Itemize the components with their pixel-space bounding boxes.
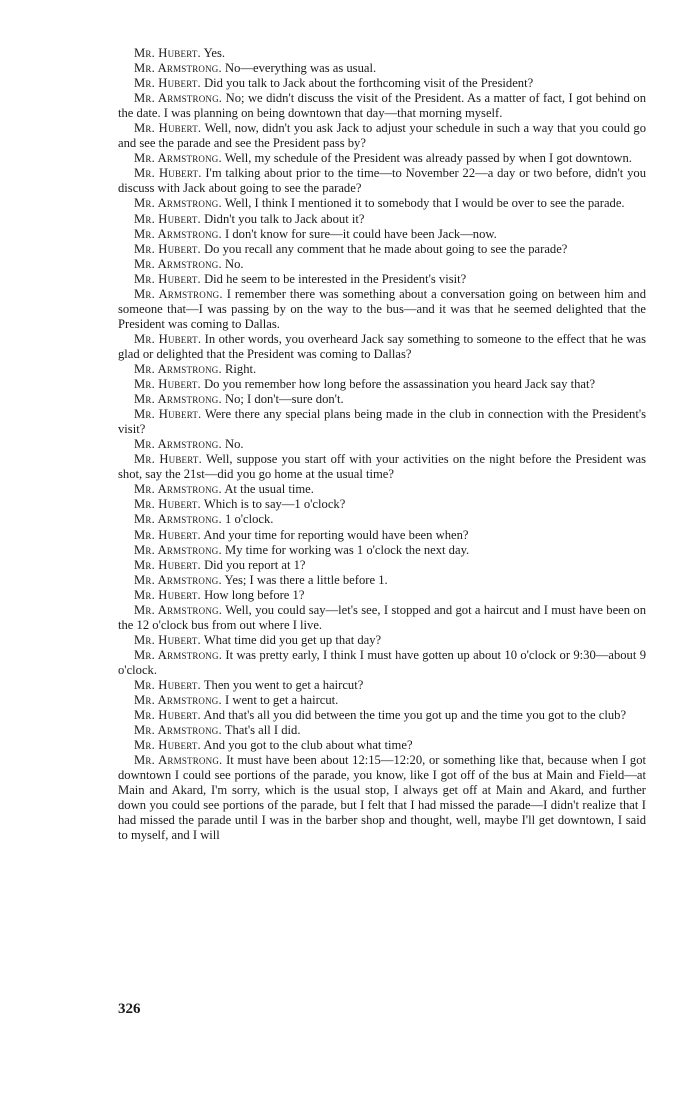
testimony-paragraph <box>118 437 646 452</box>
testimony-paragraph <box>118 723 646 738</box>
testimony-text: Yes. <box>203 46 226 60</box>
testimony-paragraph <box>118 166 646 196</box>
testimony-paragraph <box>118 482 646 497</box>
testimony-paragraph <box>118 377 646 392</box>
speaker-label: Mr. Hubert. <box>134 497 201 512</box>
testimony-paragraph <box>118 196 646 211</box>
testimony-text: Do you recall any comment that he made about going to see the parade? <box>204 241 568 256</box>
testimony-text: And you got to the club about what time? <box>203 738 413 753</box>
speaker-label: Mr. Hubert. <box>134 331 202 346</box>
testimony-paragraph <box>118 708 646 723</box>
testimony-paragraph <box>118 272 646 287</box>
testimony-text: Well, my schedule of the President was already passed by when I got downtown. <box>224 151 632 166</box>
testimony-paragraph <box>118 678 646 693</box>
testimony-paragraph <box>118 407 646 437</box>
testimony-paragraph <box>118 332 646 362</box>
testimony-text: I'm talking about prior to the time—to November 22—a day or two before, didn't you discuss with Jack about going to see the parade? <box>118 166 646 196</box>
testimony-text: It must have been about 12:15—12:20, or something like that, because when I got downtown I could see portions of the parade, you know, like I got off of the bus at Main and Field—at Main and Akard, I'm sorry, which is the usual stop, I always get off at Main and Akard, and further down you could see portions of the parade, but I felt that I had missed the parade—I didn't realize that I had missed the parade until I was in the barber shop and thought, well, maybe I'll get downtown, I said to myself, and I will <box>118 753 646 843</box>
speaker-label: Mr. Hubert. <box>134 527 201 542</box>
testimony-paragraph <box>118 212 646 227</box>
testimony-paragraph <box>118 121 646 151</box>
testimony-text: Didn't you talk to Jack about it? <box>204 211 365 226</box>
testimony-text: Were there any special plans being made in the club in connection with the President's visit? <box>118 407 646 437</box>
testimony-paragraph <box>118 648 646 678</box>
testimony-paragraph <box>118 512 646 527</box>
testimony-text: Right. <box>225 361 257 376</box>
speaker-label: Mr. Hubert. <box>134 708 201 723</box>
testimony-text: Then you went to get a haircut? <box>203 677 364 692</box>
testimony-paragraph <box>118 257 646 272</box>
speaker-label: Mr. Hubert. <box>134 271 201 286</box>
testimony-text: That's all I did. <box>224 723 301 738</box>
speaker-label: Mr. Armstrong. <box>134 753 223 768</box>
testimony-text: Did he seem to be interested in the President's visit? <box>204 271 467 286</box>
testimony-paragraph <box>118 693 646 708</box>
speaker-label: Mr. Hubert. <box>134 241 201 256</box>
testimony-text: Well, I think I mentioned it to somebody that I would be over to see the parade. <box>224 196 625 211</box>
speaker-label: Mr. Hubert. <box>134 76 201 91</box>
speaker-label: Mr. Armstrong. <box>134 361 222 376</box>
speaker-label: Mr. Armstrong. <box>134 91 223 106</box>
speaker-label: Mr. Armstrong. <box>134 602 223 617</box>
speaker-label: Mr. Armstrong. <box>134 256 222 271</box>
testimony-text: No; I don't—sure don't. <box>225 392 344 407</box>
testimony-text: How long before 1? <box>204 587 305 602</box>
testimony-text: Which is to say—1 o'clock? <box>203 497 346 512</box>
testimony-text: It was pretty early, I think I must have gotten up about 10 o'clock or 9:30—about 9 o'clock. <box>118 647 646 677</box>
testimony-paragraph <box>118 497 646 512</box>
testimony-paragraph <box>118 528 646 543</box>
speaker-label: Mr. Armstrong. <box>134 196 222 211</box>
testimony-text: At the usual time. <box>224 482 314 497</box>
speaker-label: Mr. Armstrong. <box>134 286 223 301</box>
speaker-label: Mr. Hubert. <box>134 587 201 602</box>
testimony-text: Do you remember how long before the assassination you heard Jack say that? <box>204 377 596 392</box>
speaker-label: Mr. Armstrong. <box>134 512 222 527</box>
testimony-text: I went to get a haircut. <box>225 693 339 708</box>
testimony-text: Did you report at 1? <box>204 557 306 572</box>
speaker-label: Mr. Armstrong. <box>134 647 223 662</box>
testimony-text: I don't know for sure—it could have been Jack—now. <box>225 226 497 241</box>
testimony-paragraph <box>118 91 646 121</box>
testimony-paragraph <box>118 603 646 633</box>
speaker-label: Mr. Armstrong. <box>134 226 222 241</box>
testimony-paragraph <box>118 738 646 753</box>
speaker-label: Mr. Armstrong. <box>134 723 222 738</box>
speaker-label: Mr. Armstrong. <box>134 572 222 587</box>
testimony-text: My time for working was 1 o'clock the next day. <box>225 542 470 557</box>
testimony-text: What time did you get up that day? <box>203 632 382 647</box>
speaker-label: Mr. Armstrong. <box>134 151 222 166</box>
speaker-label: Mr. Hubert. <box>134 738 201 753</box>
testimony-text: No—everything was as usual. <box>225 61 377 76</box>
testimony-text: I remember there was something about a conversation going on between him and someone that—I was passing by on the way to the bus—and it was that he seemed delighted that the President was coming to Dallas. <box>118 286 646 331</box>
testimony-paragraph <box>118 633 646 648</box>
speaker-label: Mr. Hubert. <box>134 677 201 692</box>
testimony-paragraph <box>118 558 646 573</box>
speaker-label: Mr. Hubert. <box>134 377 201 392</box>
testimony-text: And that's all you did between the time you got up and the time you got to the club? <box>203 708 627 723</box>
testimony-paragraph <box>118 588 646 603</box>
speaker-label: Mr. Armstrong. <box>134 392 222 407</box>
testimony-text: Did you talk to Jack about the forthcoming visit of the President? <box>204 76 534 91</box>
testimony-paragraph <box>118 573 646 588</box>
speaker-label: Mr. Hubert. <box>134 557 201 572</box>
testimony-text: 1 o'clock. <box>225 512 274 527</box>
testimony-paragraph <box>118 392 646 407</box>
speaker-label: Mr. Hubert. <box>134 46 201 60</box>
testimony-text: Well, suppose you start off with your activities on the night before the President was shot, say the 21st—did you go home at the usual time? <box>118 452 647 482</box>
speaker-label: Mr. Armstrong. <box>134 542 222 557</box>
testimony-paragraph <box>118 61 646 76</box>
speaker-label: Mr. Hubert. <box>134 211 201 226</box>
speaker-label: Mr. Armstrong. <box>134 61 222 76</box>
testimony-paragraph <box>118 753 646 843</box>
testimony-text: In other words, you overheard Jack say something to someone to the effect that he was glad or delighted that the President was coming to Dallas? <box>118 331 646 361</box>
speaker-label: Mr. Hubert. <box>134 166 202 181</box>
testimony-paragraph <box>118 242 646 257</box>
speaker-label: Mr. Armstrong. <box>134 437 222 452</box>
speaker-label: Mr. Armstrong. <box>134 482 222 497</box>
speaker-label: Mr. Hubert. <box>134 452 202 467</box>
testimony-paragraph <box>118 287 646 332</box>
testimony-paragraph <box>118 452 646 482</box>
speaker-label: Mr. Hubert. <box>134 407 202 422</box>
testimony-text: No; we didn't discuss the visit of the President. As a matter of fact, I got behind on the date. I was planning on being downtown that day—that morning myself. <box>118 91 646 121</box>
testimony-paragraph <box>118 227 646 242</box>
transcript-body <box>118 46 646 843</box>
testimony-text: And your time for reporting would have been when? <box>203 527 469 542</box>
testimony-paragraph <box>118 362 646 377</box>
testimony-paragraph <box>118 76 646 91</box>
testimony-text: Well, now, didn't you ask Jack to adjust your schedule in such a way that you could go and see the parade and see the President pass by? <box>118 121 647 151</box>
testimony-paragraph <box>118 151 646 166</box>
speaker-label: Mr. Hubert. <box>134 121 202 136</box>
testimony-text: No. <box>225 437 244 452</box>
speaker-label: Mr. Armstrong. <box>134 693 222 708</box>
page-number: 326 <box>118 1001 141 1017</box>
speaker-label: Mr. Hubert. <box>134 632 201 647</box>
testimony-paragraph <box>118 46 646 61</box>
testimony-text: Yes; I was there a little before 1. <box>224 572 388 587</box>
testimony-paragraph <box>118 543 646 558</box>
testimony-text: No. <box>225 256 244 271</box>
testimony-text: Well, you could say—let's see, I stopped and got a haircut and I must have been on the 12 o'clock bus from out where I live. <box>118 602 647 632</box>
